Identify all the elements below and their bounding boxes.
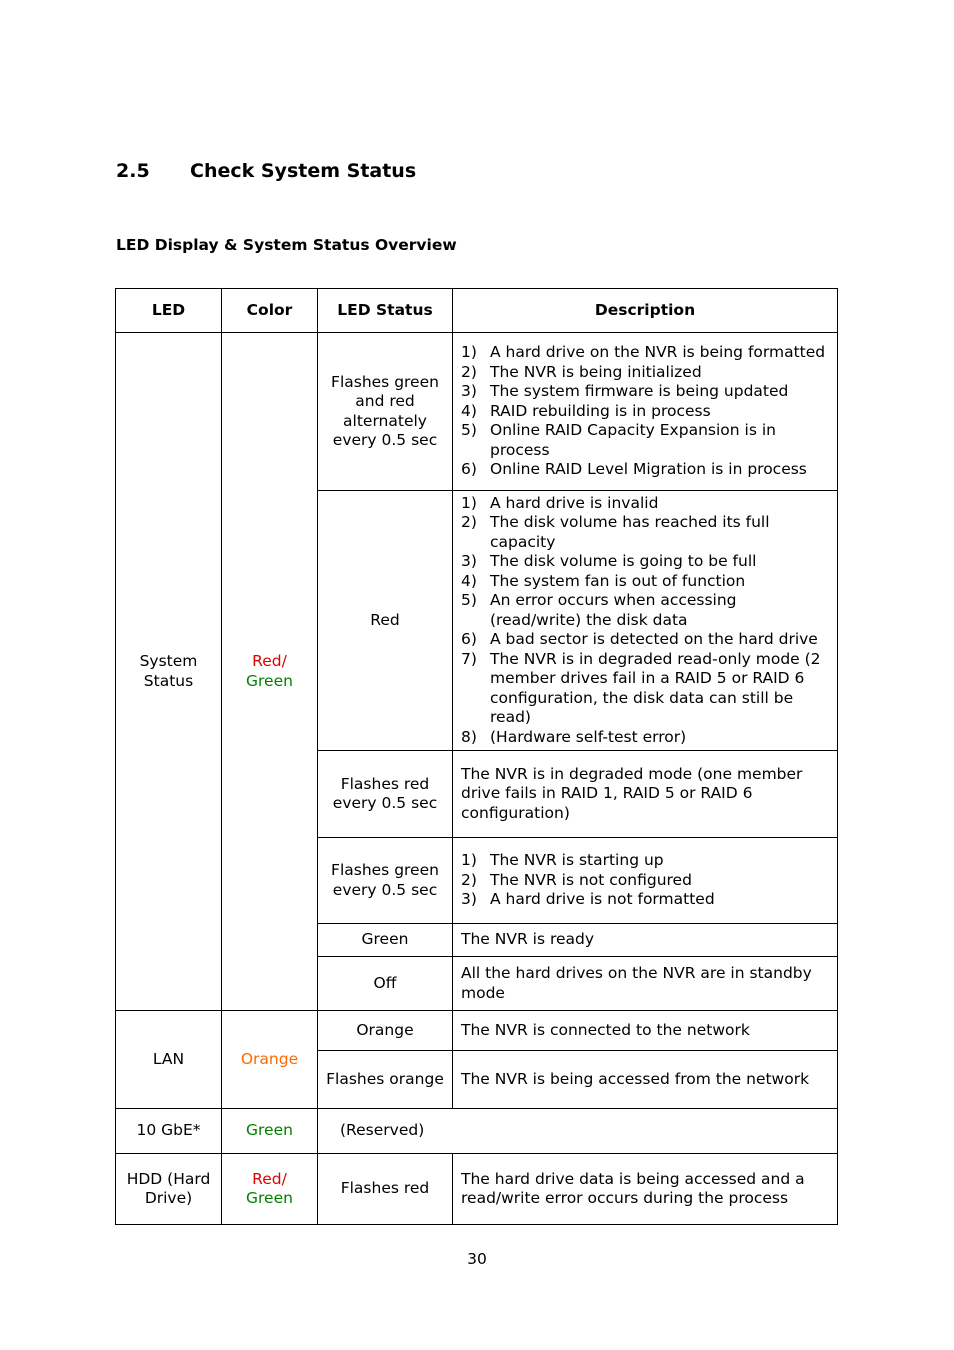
header-color: Color <box>222 289 318 333</box>
led-lan: LAN <box>116 1011 222 1109</box>
color-green-text: Green <box>246 671 293 690</box>
list-item: 4) The system fan is out of function <box>461 571 746 590</box>
status-cell: Flashes green every 0.5 sec <box>318 838 453 924</box>
color-red-text: Red/ <box>252 1169 287 1188</box>
status-cell: Orange <box>318 1011 453 1051</box>
list-item: 1) A hard drive on the NVR is being formatted <box>461 343 826 362</box>
status-cell: Flashes red <box>318 1154 453 1225</box>
led-status-table <box>115 288 838 1225</box>
table-row <box>116 1154 838 1225</box>
list-item: 6) Online RAID Level Migration is in process <box>461 460 807 479</box>
section-title: Check System Status <box>190 160 417 182</box>
description-cell <box>453 491 838 751</box>
description-list <box>461 851 829 910</box>
header-led-status: LED Status <box>318 289 453 333</box>
status-cell: Off <box>318 957 453 1011</box>
list-item: 2) The NVR is not configured <box>461 870 692 889</box>
description-cell: The NVR is ready <box>453 924 838 957</box>
color-hdd <box>222 1154 318 1225</box>
description-cell: The NVR is in degraded mode (one member drive fails in RAID 1, RAID 5 or RAID 6 configuration) <box>453 751 838 838</box>
list-item: 7) The NVR is in degraded read-only mode (2 member drives fail in a RAID 5 or RAID 6 configuration, the disk data can still be read) <box>461 649 821 727</box>
color-green-text: Green <box>246 1189 293 1207</box>
status-cell: Flashes red every 0.5 sec <box>318 751 453 838</box>
status-cell: Green <box>318 924 453 957</box>
list-item: 3) A hard drive is not formatted <box>461 890 715 909</box>
list-item: 3) The disk volume is going to be full <box>461 552 757 571</box>
description-cell <box>453 838 838 924</box>
table-title: LED Display & System Status Overview <box>116 236 457 254</box>
table-row <box>116 1109 838 1154</box>
section-heading <box>116 160 416 182</box>
description-cell: All the hard drives on the NVR are in standby mode <box>453 957 838 1011</box>
led-10gbe: 10 GbE* <box>116 1109 222 1154</box>
status-reserved: (Reserved) <box>318 1109 838 1154</box>
description-cell: The NVR is being accessed from the network <box>453 1051 838 1109</box>
list-item: 3) The system firmware is being updated <box>461 382 789 401</box>
color-10gbe: Green <box>222 1109 318 1154</box>
section-number: 2.5 <box>116 160 150 182</box>
list-item: 1) The NVR is starting up <box>461 851 664 870</box>
list-item: 4) RAID rebuilding is in process <box>461 401 711 420</box>
table-row <box>116 1011 838 1051</box>
list-item: 1) A hard drive is invalid <box>461 493 659 512</box>
header-led: LED <box>116 289 222 333</box>
list-item: 6) A bad sector is detected on the hard drive <box>461 630 818 649</box>
list-item: 8) (Hardware self-test error) <box>461 727 687 746</box>
header-description: Description <box>453 289 838 333</box>
description-cell: The hard drive data is being accessed and a read/write error occurs during the process <box>453 1154 838 1225</box>
description-list <box>461 343 829 480</box>
page-number: 30 <box>467 1250 487 1268</box>
list-item: 5) An error occurs when accessing (read/write) the disk data <box>461 591 737 629</box>
status-cell: Flashes orange <box>318 1051 453 1109</box>
color-lan: Orange <box>222 1011 318 1109</box>
status-cell: Flashes green and red alternately every 0.5 sec <box>318 333 453 491</box>
list-item: 2) The disk volume has reached its full capacity <box>461 513 770 551</box>
table-row <box>116 333 838 491</box>
description-cell: The NVR is connected to the network <box>453 1011 838 1051</box>
table-header-row <box>116 289 838 333</box>
list-item: 2) The NVR is being initialized <box>461 362 702 381</box>
list-item: 5) Online RAID Capacity Expansion is in process <box>461 421 776 459</box>
status-cell: Red <box>318 491 453 751</box>
description-list <box>461 494 829 748</box>
color-system-status <box>222 333 318 1011</box>
color-red-text: Red/ <box>252 652 287 670</box>
led-system-status: System Status <box>116 333 222 1011</box>
description-cell <box>453 333 838 491</box>
led-hdd: HDD (Hard Drive) <box>116 1154 222 1225</box>
